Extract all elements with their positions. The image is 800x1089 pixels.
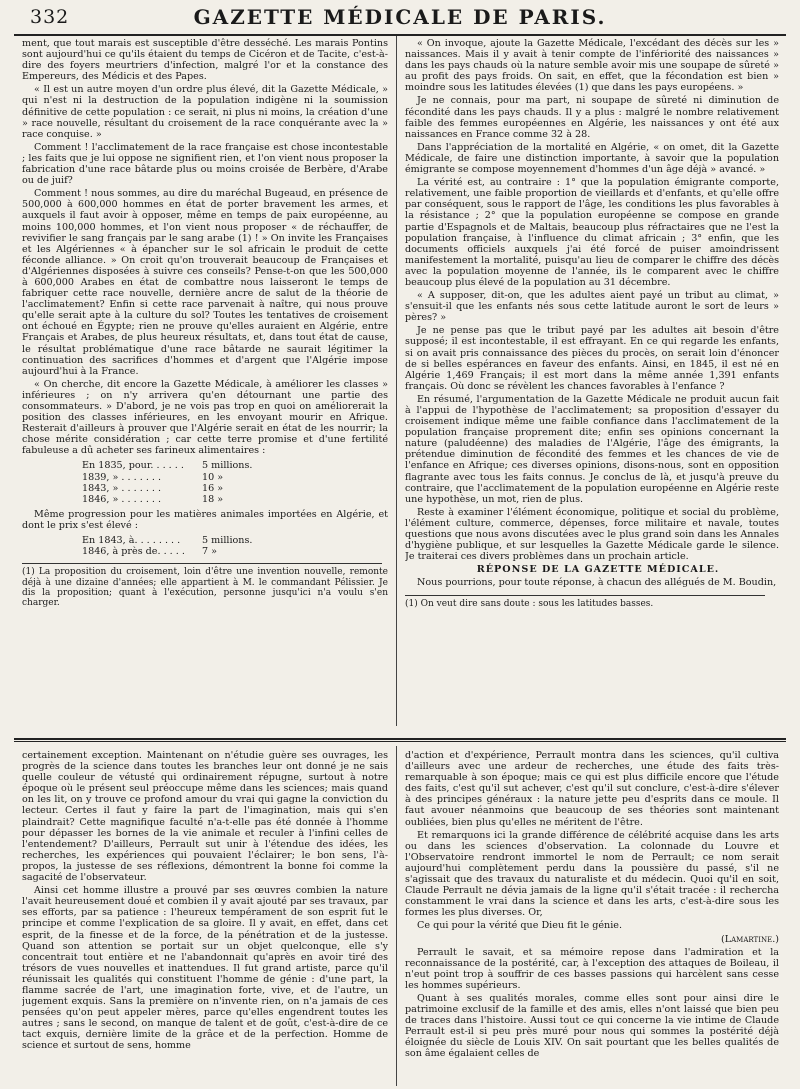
import-table-farineux (82, 460, 388, 504)
paragraph: « On invoque, ajoute la Gazette Médicale, l'excédant des décès sur les » naissances. Mais il y avait à tenir compte de l'infériorité des naissances » dans les pays chauds où la nature semble avoir mis une soupape de sûreté » au profit des pays froids. On sait, en effet, que la fécondation est bien » moindre sous les latitudes élevées (1) que dans les pays européens. » (405, 38, 779, 94)
column-bottom-right (405, 750, 779, 1085)
paragraph: Reste à examiner l'élément économique, politique et social du problème, l'élément culture, commerce, dépenses, force militaire et navale, toutes questions que nous avons discutées avec le plus grand soin dans les Annales d'hygiène publique, et sur lesquelles la Gazette Médicale garde le silence. Je traiterai ces divers problèmes dans un prochain article. (405, 506, 779, 563)
column-divider-top (396, 36, 397, 726)
paragraph: Je ne pense pas que le tribut payé par les adultes ait besoin d'être supposé; il est incontestable, il est effrayant. En ce qui regarde les enfants, si on avait pris connaissance des pièces du procès, on serait loin d'énoncer de si belles espérances en faveur des enfants. Ainsi, en 1845, il est né en Algérie 1,469 Français; il est mort dans la même année 1,391 enfants français. Où donc se révèlent les chances favorables à l'enfance ? (405, 325, 779, 392)
paragraph: Ainsi cet homme illustre a prouvé par ses œuvres combien la nature l'avait heureusement doué et combien il y avait ajouté par ses travaux, par ses efforts, par sa patience : l'heureux tempérament de son esprit fut le principe et comme l'explication de sa gloire. Il y avait, en effet, dans cet esprit, de la finesse et de la force, de la pénétration et de la justesse. Quand son attention se portait sur un objet quelconque, elle s'y concentrait tout entière et ne l'abandonnait qu'après en avoir tiré des trésors de vues nouvelles et inattendues. Il fut grand artiste, parce qu'il réunissait les qualités qui constituent l'homme de génie : d'une part, la flamme sacrée de l'art, une imagination forte, vive, et de l'autre, un jugement exquis. Sans la première on n'invente rien, on n'a jamais de ces pensées qu'on peut appeler mères, parce qu'elles engendrent toutes les autres ; sans le second, on manque de talent et de goût, c'est-à-dire de ce tact exquis, dernière limite de la grâce et de la perfection. Homme de science et surtout de sens, homme (22, 885, 388, 1052)
running-title: GAZETTE MÉDICALE DE PARIS. (193, 5, 607, 29)
paragraph: Je ne connais, pour ma part, ni soupape de sûreté ni diminution de fécondité dans les pays chauds. Il y a plus : malgré le nombre relativement faible des femmes européennes en Algérie, les naissances y ont été aux naissances en France comme 32 à 28. (405, 95, 779, 140)
table-row: 1843, » . . . . . . . 16 » (82, 482, 224, 494)
table-row: 1846, » . . . . . . . 18 » (82, 493, 224, 505)
table-row: En 1843, à. . . . . . . . 5 millions. (82, 535, 253, 547)
paragraph: Perrault le savait, et sa mémoire repose dans l'admiration et la reconnaissance de la postérité, car, à l'exception des attaques de Boileau, il n'eut point trop à souffrir de ces basses passions qui harcèlent sans cesse les hommes supérieurs. (405, 946, 779, 991)
paragraph: ment, que tout marais est susceptible d'être desséché. Les marais Pontins sont aujourd'hui ce qu'ils étaient du temps de Cicéron et de Tacite, c'est-à-dire des foyers meurtriers d'infection, malgré l'or et la constance des Empereurs, des Médicis et des Papes. (22, 38, 388, 83)
paragraph: Comment ! l'acclimatement de la race française est chose incontestable ; les faits que je lui oppose ne signifient rien, et l'on vient nous proposer la fabrication d'une race bâtarde plus ou moins croisée de Berbère, d'Arabe ou de juif? (22, 141, 388, 187)
paragraph: « On cherche, dit encore la Gazette Médicale, à améliorer les classes » inférieures ; on n'y arrivera qu'en détournant une partie des consommateurs. » D'abord, je ne vois pas trop en quoi on améliorerait la position des classes inférieures, en les envoyant mourir en Afrique. Resterait d'ailleurs à prouver que l'Algérie serait en état de les nourrir; la chose mérite considération ; car cette terre promise et d'une fertilité fabuleuse a dû acheter ses farineux alimentaires : (22, 378, 388, 457)
paragraph: certainement exception. Maintenant on n'étudie guère ses ouvrages, les progrès de la science dans toutes les branches leur ont donné je ne sais quelle couleur de vétusté qui ordinairement répugne, surtout à notre époque où le présent seul préoccupe même dans les sciences; mais quand on les lit, on y trouve ce profond amour du vrai qui gagne la conviction du lecteur. Certes il faut y faire la part de l'imagination, mais qui s'en plaindrait? Cette magnifique faculté n'a-t-elle pas été donnée à l'homme pour dépasser les bornes de la vie animale et reculer à l'infini celles de l'entendement? D'ailleurs, Perrault sut unir à l'étendue des idées, les recherches, les expériences qui pouvaient l'éclairer; le bon sens, l'à-propos, la justesse de ses réflexions, démontrent la bonne foi comme la sagacité de l'observateur. (22, 750, 388, 884)
footnote-divider (22, 563, 382, 564)
page-header (14, 4, 786, 36)
import-table-animales (82, 535, 388, 557)
column-divider-bottom (396, 746, 397, 1086)
page-number: 332 (30, 6, 70, 28)
section-title: RÉPONSE DE LA GAZETTE MÉDICALE. (476, 564, 720, 576)
table-row: 1846, à près de. . . . . 7 » (82, 546, 218, 558)
section-divider-thin (14, 741, 786, 742)
verse-quote: Ce qui pour la vérité que Dieu fit le génie. (417, 920, 623, 932)
footnote: (1) La proposition du croisement, loin d'être une invention nouvelle, remonte déjà à une dizaine d'années; elle appartient à M. le commandant Pélissier. Je dis la proposition; quant à l'exécution, personne jusqu'ici n'a voulu s'en charger. (22, 567, 388, 609)
paragraph: Et remarquons ici la grande différence de célébrité acquise dans les arts ou dans les sciences d'observation. La colonnade du Louvre et l'Observatoire rendront immortel le nom de Perrault; ce nom serait aujourd'hui complètement perdu dans la poussière du passé, s'il ne s'agissait que des travaux du naturaliste et du médecin. Quoi qu'il en soit, Claude Perrault ne dévia jamais de la ligne qu'il s'était tracée : il rechercha constamment le vrai dans la science et dans les arts, c'est-à-dire sous les formes les plus diverses. Or, (405, 829, 779, 919)
paragraph: La vérité est, au contraire : 1° que la population émigrante comporte, relativement, une faible proportion de vieillards et d'enfants, et qu'elle offre par conséquent, sous le rapport de l'âge, les conditions les plus favorables à la résistance ; 2° que la population européenne se compose en grande partie d'Espagnols et de Maltais, beaucoup plus réfractaires que ne l'est la population française, à l'influence du climat africain ; 3° enfin, que les documents officiels auxquels j'ai été forcé de puiser amoindrissent manifestement la mortalité, puisqu'au lieu de comparer le chiffre des décès avec la population moyenne de l'année, ils le comparent avec le chiffre beaucoup plus élevé de la population au 31 décembre. (405, 177, 779, 288)
section-divider (14, 738, 786, 740)
table-row: 1839, » . . . . . . . 10 » (82, 471, 224, 483)
paragraph: Nous pourrions, pour toute réponse, à chacun des allégués de M. Boudin, (417, 577, 777, 589)
paragraph: « A supposer, dit-on, que les adultes aient payé un tribut au climat, » s'ensuit-il que les enfants nés sous cette latitude auront le sort de leurs » pères? » (405, 290, 779, 324)
paragraph: Même progression pour les matières animales importées en Algérie, et dont le prix s'est élevé : (22, 508, 388, 531)
column-top-right (405, 38, 779, 723)
paragraph: Quant à ses qualités morales, comme elles sont pour ainsi dire le patrimoine exclusif de la famille et des amis, elles n'ont laissé que bien peu de traces dans l'histoire. Aussi tout ce qui concerne la vie intime de Claude Perrault est-il si peu près muré pour nous qui sommes la postérité déjà éloignée du siècle de Louis XIV. On sait pourtant que les belles qualités de son âme égalaient celles de (405, 992, 779, 1060)
column-top-left (22, 38, 388, 723)
paragraph: d'action et d'expérience, Perrault montra dans les sciences, qu'il cultiva d'ailleurs avec une ardeur de recherches, une étude des faits très-remarquable à son époque; mais ce qui est plus difficile encore que l'étude des faits, c'est qu'il sut achever, c'est qu'il sut conclure, c'est-à-dire s'élever à des principes généraux : la nature jette peu d'esprits dans ce moule. Il faut avouer néanmoins que beaucoup de ses théories sont maintenant oubliées, bien plus qu'elles ne méritent de l'être. (405, 750, 779, 828)
paragraph: Dans l'appréciation de la mortalité en Algérie, « on omet, dit la Gazette Médicale, de faire une distinction importante, à savoir que la population émigrante se compose moyennement d'hommes d'un âge déjà » avancé. » (405, 141, 779, 176)
verse-attribution: (Lamartine.) (720, 933, 779, 945)
footnote-divider (405, 595, 765, 596)
paragraph: « Il est un autre moyen d'un ordre plus élevé, dit la Gazette Médicale, » qui n'est ni la destruction de la population indigène ni la soumission définitive de cette population : ce serait, ni plus ni moins, la création d'une » race nouvelle, résultant du croisement de la race conquérante avec la » race conquise. » (22, 84, 388, 140)
table-row: En 1835, pour. . . . . . 5 millions. (82, 460, 253, 472)
paragraph: En résumé, l'argumentation de la Gazette Médicale ne produit aucun fait à l'appui de l'hypothèse de l'acclimatement; sa proposition d'essayer du croisement indique même une faible confiance dans l'acclimatement de la population française proprement dite; enfin ses opinions concernant la nature (paludéenne) des maladies de l'Algérie, l'âge des émigrants, la prétendue diminution de fécondité des femmes et les chances de vie de l'enfance en Afrique; ces diverses opinions, disons-nous, sont en opposition flagrante avec tous les faits connus. Je conclus de là, et jusqu'à preuve du contraire, que l'acclimatement de la population européenne en Algérie reste une hypothèse, un mot, rien de plus. (405, 393, 779, 505)
paragraph: Comment ! nous sommes, au dire du maréchal Bugeaud, en présence de 500,000 à 600,000 hommes en état de porter bravement les armes, et auxquels il faut avoir à opposer, même en temps de paix européenne, au moins 100,000 hommes, et l'on vient nous proposer « de réchauffer, de revivifier le sang français par le sang arabe (1) ! » On invite les Françaises et les Algériennes « à épancher sur le sol africain le produit de cette féconde alliance. » On croit qu'on trouverait beaucoup de Françaises et d'Algériennes disposées à suivre ces conseils? Pense-t-on que les 500,000 à 600,000 Arabes en état de combattre nous laisseront le temps de fabriquer cette race nouvelle, dernière ancre de salut de la théorie de l'acclimatement? Enfin si cette race parvenait à naître, qui nous prouve qu'elle serait apte à la culture du sol? Toutes les tentatives de croisement ont échoué en Égypte; rien ne prouve qu'elles auraient en Algérie, entre Français et Arabes, de plus heureux résultats, et, dans tout état de cause, le résultat problématique d'une race bâtarde ne saurait légitimer la continuation des sacrifices d'hommes et d'argent que l'Algérie impose aujourd'hui à la France. (22, 188, 388, 377)
footnote: (1) On veut dire sans doute : sous les latitudes basses. (405, 598, 654, 609)
column-bottom-left (22, 750, 388, 1085)
